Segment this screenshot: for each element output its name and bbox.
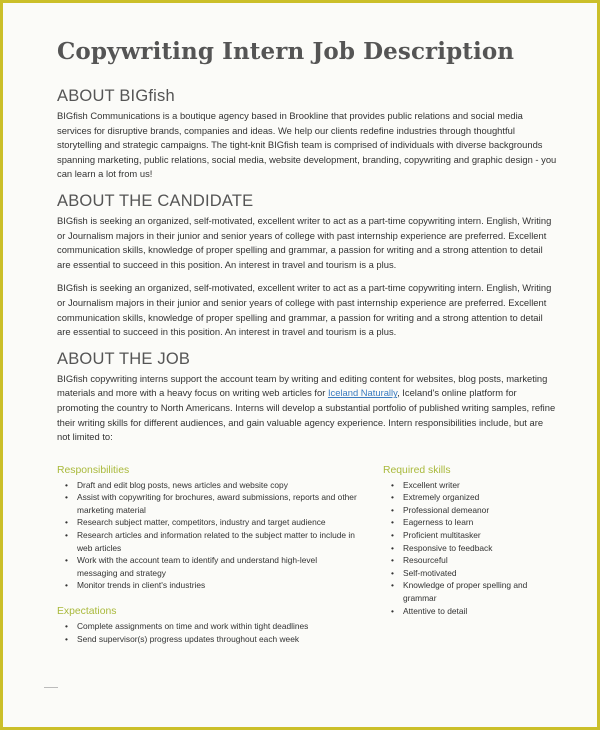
section-paragraph (57, 372, 557, 445)
list-item: • Professional demeanor (403, 504, 553, 517)
section-heading: ABOUT THE CANDIDATE (57, 191, 254, 210)
job-text-after-link: , Iceland's online platform for promoting the country to North Americans. Interns will develop a substantial portfolio of published writing samples, refine their writing skills for different audiences, and gain valuable agency experience. Intern responsibilities include, but are not limited to: (57, 387, 556, 443)
required-skills-list (383, 479, 553, 618)
job-text-before-link: BIGfish copywriting interns support the account team by writing and editing content for websites, blog posts, marketing materials and more with a heavy focus on writing web articles for (57, 372, 548, 399)
list-item: • Assist with copywriting for brochures, award submissions, reports and other marketing material (77, 491, 357, 516)
list-item: • Eagerness to learn (403, 516, 553, 529)
footer-divider (44, 687, 58, 688)
section-about-company (57, 87, 557, 182)
list-item: • Draft and edit blog posts, news articles and website copy (77, 479, 357, 492)
list-item: • Work with the account team to identify and understand high-level messaging and strategy (77, 554, 357, 579)
list-item: • Self-motivated (403, 567, 553, 580)
list-item: • Proficient multitasker (403, 529, 553, 542)
left-column (57, 465, 383, 660)
section-about-candidate (57, 192, 557, 340)
list-item: • Complete assignments on time and work within tight deadlines (77, 620, 357, 633)
iceland-naturally-link[interactable]: Iceland Naturally (327, 387, 398, 399)
section-paragraph: BIGfish is seeking an organized, self-motivated, excellent writer to act as a part-time copywriting intern. English, Writing or Journalism majors in their junior and senior years of college with past internship experience are preferred. Excellent communication skills, knowledge of proper spelling and grammar, a passion for writing and a strong attention to detail are essential to succeed in this position. An interest in travel and tourism is a plus. (57, 282, 552, 338)
expectations-heading: Expectations (57, 606, 117, 618)
responsibilities-list (57, 479, 383, 592)
section-paragraph: BIGfish is seeking an organized, self-motivated, excellent writer to act as a part-time copywriting intern. English, Writing or Journalism majors in their junior and senior years of college with past internship experience are preferred. Excellent communication skills, knowledge of proper spelling and grammar, a passion for writing and a strong attention to detail are essential to succeed in this position. An interest in travel and tourism is a plus. (57, 214, 552, 270)
list-item: • Excellent writer (403, 479, 553, 492)
list-item: • Extremely organized (403, 491, 553, 504)
section-about-job (57, 350, 557, 445)
list-item: • Attentive to detail (403, 605, 553, 618)
list-item: • Resourceful (403, 554, 553, 567)
list-item: • Responsive to feedback (403, 542, 553, 555)
list-item: • Knowledge of proper spelling and grammar (403, 579, 553, 604)
right-column (383, 465, 553, 660)
expectations-list (57, 620, 383, 645)
section-heading: ABOUT THE JOB (57, 349, 191, 368)
section-paragraph: BIGfish Communications is a boutique agency based in Brookline that provides public relations and social media services for disruptive brands, companies and ideas. We help our clients redefine industries through thoughtful storytelling and strategic campaigns. The tight-knit BIGfish team is comprised of individuals with diverse backgrounds spanning marketing, public relations, social media, website development, branding, copywriting and graphic design - you can learn a lot from us! (57, 110, 557, 180)
page-title: Copywriting Intern Job Description (57, 38, 515, 65)
list-item: • Research articles and information related to the subject matter to include in web articles (77, 529, 357, 554)
lists-columns (57, 465, 557, 660)
required-skills-heading: Required skills (383, 464, 451, 476)
list-item: • Send supervisor(s) progress updates throughout each week (77, 633, 357, 646)
list-item: • Research subject matter, competitors, industry and target audience (77, 516, 357, 529)
document-page (57, 38, 557, 659)
section-heading: ABOUT BIGfish (57, 87, 175, 105)
responsibilities-heading: Responsibilities (57, 464, 130, 476)
list-item: • Monitor trends in client's industries (77, 579, 357, 592)
